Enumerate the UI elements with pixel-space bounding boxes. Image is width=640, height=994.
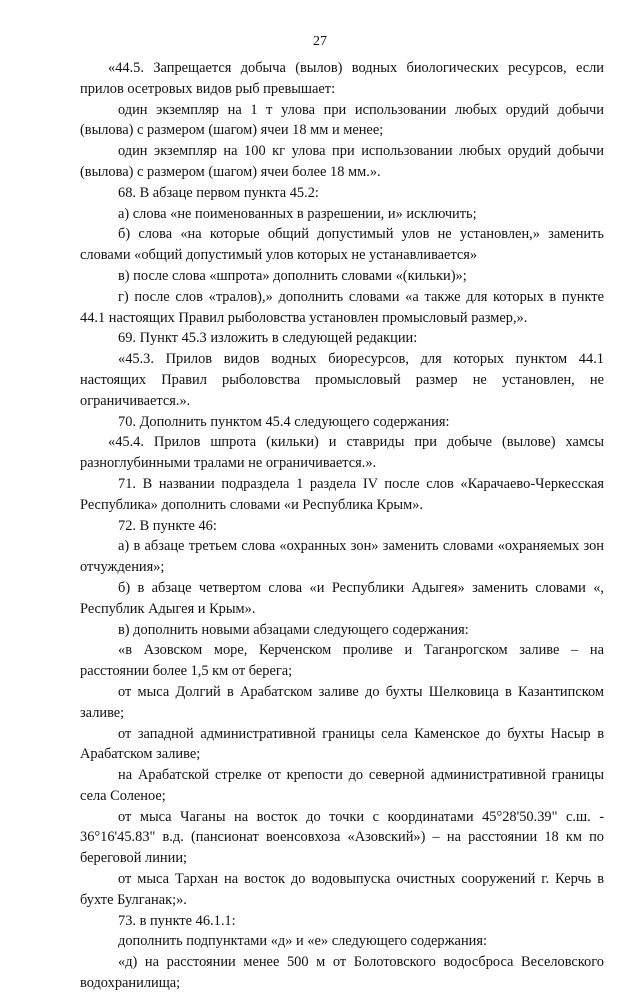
document-body	[80, 58, 604, 994]
paragraph-68: 68. В абзаце первом пункта 45.2:	[118, 184, 319, 201]
paragraph-72: 72. В пункте 46:	[118, 517, 217, 534]
paragraph-44-5-item-2: один экземпляр на 100 кг улова при использовании любых орудий добычи (вылова) с размером (шагом) ячеи более 18 мм.».	[80, 143, 604, 180]
paragraph-68-v: в) после слова «шпрота» дополнить словами «(кильки)»;	[118, 267, 467, 284]
paragraph-azov-sea: «в Азовском море, Керченском проливе и Таганрогском заливе – на расстоянии более 1,5 км от берега;	[80, 642, 604, 680]
paragraph-71: 71. В названии подраздела 1 раздела IV после слов «Карачаево-Черкесская Республика» дополнить словами «и Республика Крым».	[80, 475, 604, 513]
paragraph-70: 70. Дополнить пунктом 45.4 следующего содержания:	[118, 413, 450, 430]
paragraph-73-intro: дополнить подпунктами «д» и «е» следующего содержания:	[118, 933, 487, 950]
paragraph-72-v: в) дополнить новыми абзацами следующего содержания:	[118, 621, 469, 638]
paragraph-arabat-spit: на Арабатской стрелке от крепости до северной административной границы села Соленое;	[80, 767, 604, 804]
paragraph-72-a: а) в абзаце третьем слова «охранных зон» заменить словами «охраняемых зон отчуждения»;	[80, 538, 604, 576]
paragraph-73-d: «д) на расстоянии менее 500 м от Болотовского водосброса Веселовского водохранилища;	[80, 954, 604, 992]
paragraph-cape-chagany: от мыса Чаганы на восток до точки с координатами 45°28'50.39" с.ш. - 36°16'45.83" в.д. (пансионат военсовхоза «Азовский») – на расстоянии 18 км по береговой линии;	[80, 808, 604, 867]
paragraph-kamenskoe: от западной административной границы села Каменское до бухты Насыр в Арабатском заливе;	[80, 725, 604, 763]
paragraph-68-a: а) слова «не поименованных в разрешении, и» исключить;	[118, 205, 477, 222]
page-number: 27	[313, 34, 327, 49]
paragraph-cape-tarkhan: от мыса Тархан на восток до водовыпуска очистных сооружений г. Керчь в бухте Булганак;».	[80, 871, 604, 908]
paragraph-69: 69. Пункт 45.3 изложить в следующей редакции:	[118, 330, 418, 347]
paragraph-45-3: «45.3. Прилов видов водных биоресурсов, для которых пунктом 44.1 настоящих Правил рыболовства промысловый размер не установлен, не ограничивается.».	[80, 351, 604, 409]
paragraph-44-5-item-1: один экземпляр на 1 т улова при использовании любых орудий добычи (вылова) с размером (шагом) ячеи 18 мм и менее;	[80, 101, 604, 139]
paragraph-73: 73. в пункте 46.1.1:	[118, 912, 236, 929]
paragraph-45-4: «45.4. Прилов шпрота (кильки) и ставриды при добыче (вылове) хамсы разноглубинными тралами не ограничивается.».	[80, 434, 604, 472]
paragraph-68-b: б) слова «на которые общий допустимый улов не установлен,» заменить словами «общий допустимый улов которых не устанавливается»	[80, 226, 604, 264]
paragraph-44-5: «44.5. Запрещается добыча (вылов) водных биологических ресурсов, если прилов осетровых видов рыб превышает:	[80, 60, 604, 97]
paragraph-68-g: г) после слов «тралов),» дополнить словами «а также для которых в пункте 44.1 настоящих Правил рыболовства установлен промысловый размер,».	[80, 288, 604, 326]
paragraph-cape-dolgiy: от мыса Долгий в Арабатском заливе до бухты Шелковица в Казантипском заливе;	[80, 683, 604, 721]
paragraph-72-b: б) в абзаце четвертом слова «и Республики Адыгея» заменить словами «, Республик Адыгея и Крым».	[80, 579, 604, 617]
